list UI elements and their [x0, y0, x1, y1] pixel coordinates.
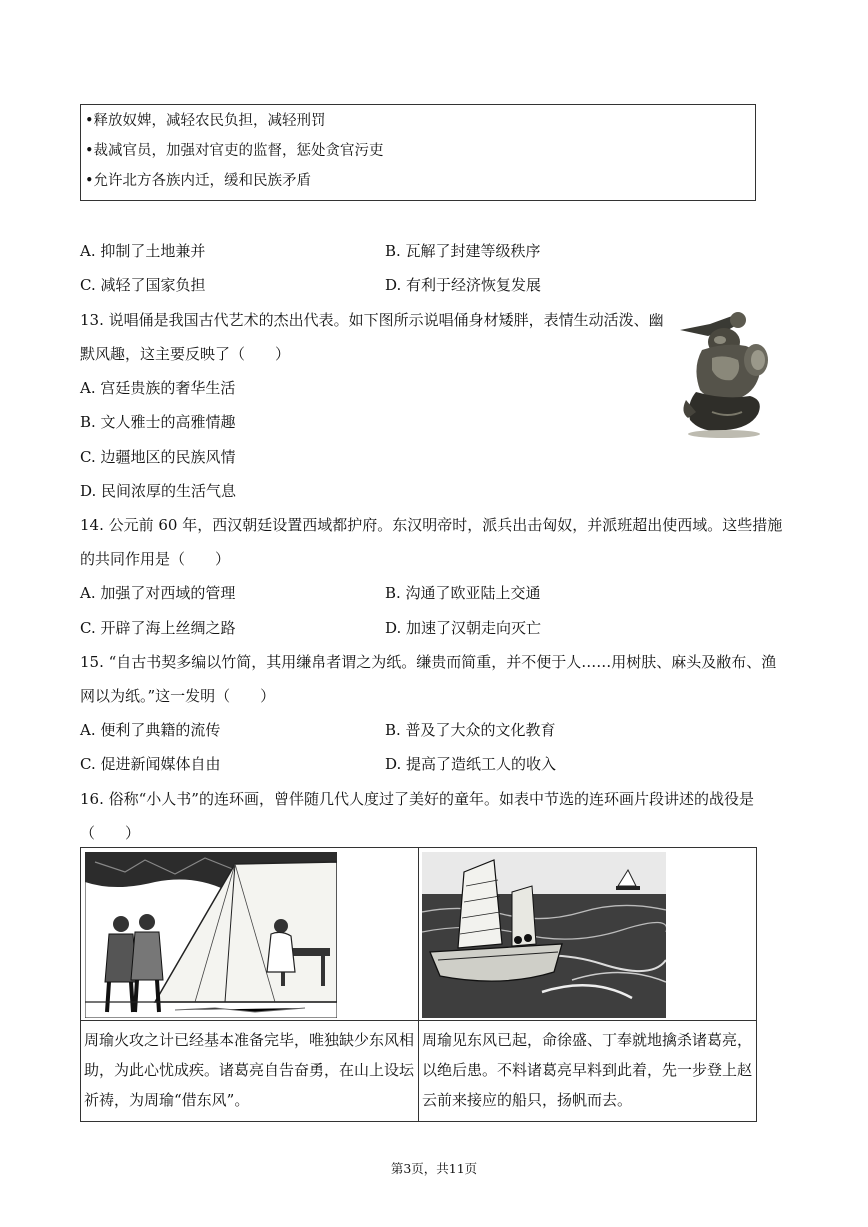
q13-stem-line-2: 默风趣，这主要反映了（ ）	[80, 345, 291, 363]
q14-option-b: B. 沟通了欧亚陆上交通	[385, 584, 541, 602]
reform-line-1: •释放奴婢，减轻农民负担，减轻刑罚	[85, 113, 326, 129]
storyteller-figurine-image	[672, 308, 774, 440]
q14-option-a: A. 加强了对西域的管理	[80, 584, 236, 602]
q14-stem-line-2: 的共同作用是（ ）	[80, 550, 231, 568]
q12-option-c: C. 减轻了国家负担	[80, 276, 206, 294]
q13-option-a: A. 宫廷贵族的奢华生活	[80, 379, 236, 397]
comic-caption-right: 周瑜见东风已起，命徐盛、丁奉就地擒杀诸葛亮，以绝后患。不料诸葛亮早料到此着，先一步登上赵云前来接应的船只，扬帆而去。	[422, 1031, 753, 1109]
q15-option-b: B. 普及了大众的文化教育	[385, 721, 556, 739]
reform-line-2: •裁减官员，加强对官吏的监督，惩处贪官污吏	[85, 143, 384, 159]
comic-table	[80, 847, 757, 1122]
comic-caption-left: 周瑜火攻之计已经基本准备完毕，唯独缺少东风相助，为此心忧成疾。诸葛亮自告奋勇，在山上设坛祈祷，为周瑜“借东风”。	[84, 1031, 415, 1109]
q15-option-d: D. 提高了造纸工人的收入	[385, 755, 557, 773]
q16-stem-line-2: （ ）	[80, 824, 141, 842]
q14-option-d: D. 加速了汉朝走向灭亡	[385, 619, 542, 637]
comic-tent-scene-image	[85, 852, 337, 1018]
q15-stem-line-1: 15. “自古书契多编以竹简，其用缣帛者谓之为纸。缣贵而简重，并不便于人……用树肤、麻头及敝布、渔	[80, 653, 777, 671]
page-footer: 第3页，共11页	[390, 1161, 478, 1176]
q13-option-c: C. 边疆地区的民族风情	[80, 448, 236, 466]
comic-cell-left-image	[81, 848, 419, 1021]
q14-stem-line-1: 14. 公元前 60 年，西汉朝廷设置西域都护府。东汉明帝时，派兵出击匈奴，并派班超出使西域。这些措施	[80, 516, 783, 534]
q15-option-a: A. 便利了典籍的流传	[80, 721, 221, 739]
q16-stem-line-1: 16. 俗称“小人书”的连环画，曾伴随几代人度过了美好的童年。如表中节选的连环画片段讲述的战役是	[80, 790, 754, 808]
reform-line-3: •允许北方各族内迁，缓和民族矛盾	[85, 173, 312, 189]
comic-cell-right-image	[419, 848, 757, 1021]
q12-option-d: D. 有利于经济恢复发展	[385, 276, 542, 294]
q15-stem-line-2: 网以为纸。”这一发明（ ）	[80, 687, 276, 705]
q14-option-c: C. 开辟了海上丝绸之路	[80, 619, 236, 637]
q12-option-b: B. 瓦解了封建等级秩序	[385, 242, 541, 260]
q15-option-c: C. 促进新闻媒体自由	[80, 755, 221, 773]
q12-option-a: A. 抑制了土地兼并	[80, 242, 206, 260]
comic-sailing-boat-image	[422, 852, 666, 1018]
reform-box	[80, 104, 756, 201]
q13-stem-line-1: 13. 说唱俑是我国古代艺术的杰出代表。如下图所示说唱俑身材矮胖，表情生动活泼、幽	[80, 311, 664, 329]
q13-option-b: B. 文人雅士的高雅情趣	[80, 413, 236, 431]
q13-option-d: D. 民间浓厚的生活气息	[80, 482, 237, 500]
